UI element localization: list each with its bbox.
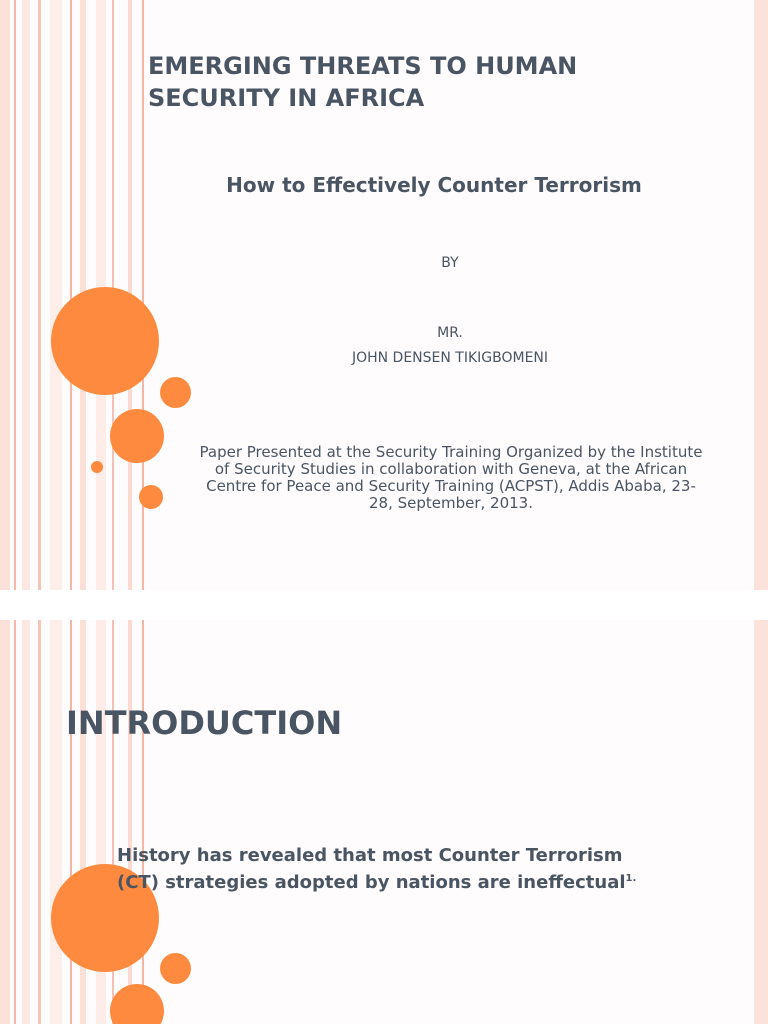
footnote-marker: 1. [625,873,637,884]
tiny-circle [91,461,103,473]
paper-note: Paper Presented at the Security Training Organized by the Institute of Security Studies in collaboration with Geneva, at the African Centre for Peace and Security Training (ACPST), Addis Ababa, 23-28, September, 2013. [199,443,703,512]
right-border-stripe [754,620,768,1024]
small-circle [139,485,163,509]
small-circle [160,953,191,984]
author-name: JOHN DENSEN TIKIGBOMENI [351,350,549,366]
by-label: BY [441,255,459,271]
body-text [117,844,637,894]
small-circle [160,377,191,408]
author-prefix: MR. [437,325,463,341]
slide-title: INTRODUCTION [66,704,343,742]
large-circle [51,287,159,395]
slide-gap [0,590,768,620]
right-border-stripe [754,0,768,590]
body-sentence: History has revealed that most Counter Terrorism (CT) strategies adopted by nations are ineffectual [117,845,626,893]
slide-subtitle: How to Effectively Counter Terrorism [226,173,642,197]
slide-title: EMERGING THREATS TO HUMAN SECURITY IN AFRICA [148,52,578,112]
medium-circle [110,409,164,463]
introduction-slide [0,620,768,1024]
medium-circle [110,984,164,1024]
